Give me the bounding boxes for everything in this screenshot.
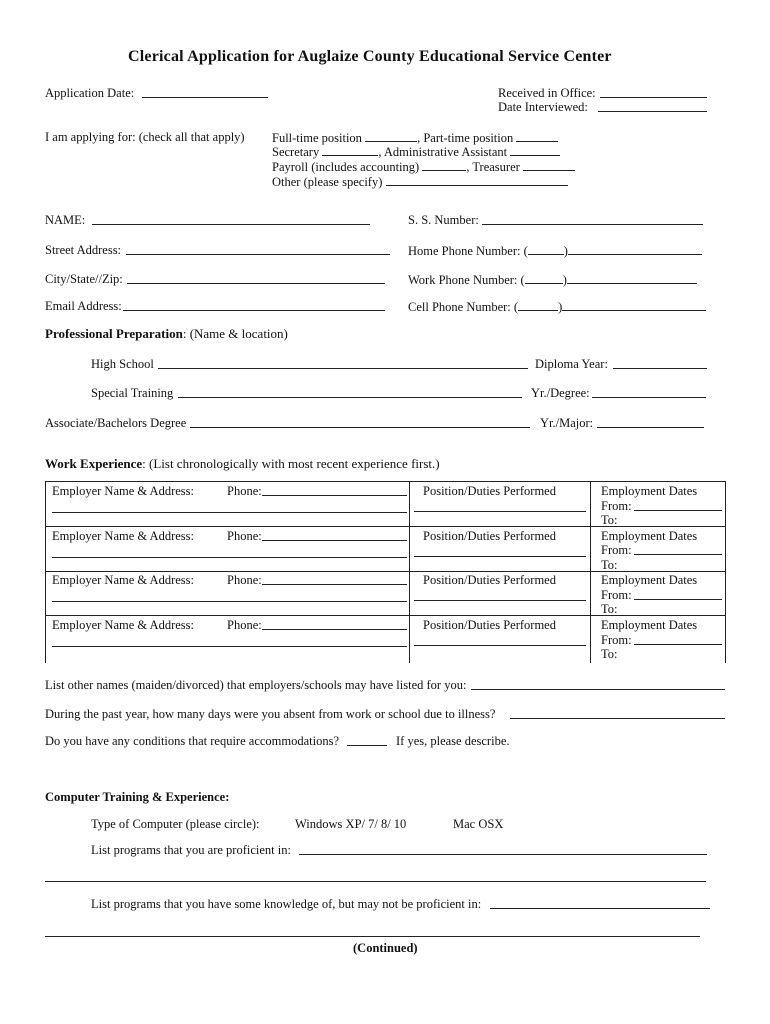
date-interviewed-label: Date Interviewed:	[498, 100, 588, 114]
ssn-label: S. S. Number:	[408, 213, 479, 227]
position-label: Position/Duties Performed	[423, 529, 556, 543]
continued-label: (Continued)	[353, 941, 418, 955]
name-label: NAME:	[45, 213, 86, 227]
to-label: To:	[601, 558, 618, 572]
paren-close: )	[562, 273, 567, 287]
from-date-field[interactable]	[634, 644, 722, 645]
employer-label: Employer Name & Address:	[52, 618, 194, 632]
some-knowledge-label: List programs that you have some knowledge of, but may not be proficient in:	[91, 897, 482, 911]
prep-heading-text: Professional Preparation	[45, 326, 183, 341]
position-field[interactable]	[414, 556, 586, 557]
street-address-label: Street Address:	[45, 243, 122, 257]
to-label: To:	[601, 602, 618, 616]
describe-label: If yes, please describe.	[396, 734, 510, 748]
home-phone-area-code[interactable]	[528, 243, 564, 255]
mac-option[interactable]: Mac OSX	[453, 817, 504, 831]
date-interviewed-field[interactable]	[598, 111, 707, 112]
employer-label: Employer Name & Address:	[52, 529, 194, 543]
diploma-year-field[interactable]	[613, 368, 707, 369]
full-time-label: Full-time position	[272, 131, 362, 145]
high-school-field[interactable]	[158, 368, 528, 369]
accommodations-field[interactable]	[347, 745, 387, 746]
street-address-field[interactable]	[126, 254, 390, 255]
treasurer-label: Treasurer	[472, 160, 520, 174]
employment-dates-label: Employment Dates	[601, 618, 698, 632]
payroll-check[interactable]	[422, 159, 466, 171]
from-date-field[interactable]	[634, 599, 722, 600]
received-in-office-field[interactable]	[600, 97, 707, 98]
to-label: To:	[601, 647, 618, 661]
paren-close: )	[563, 244, 568, 258]
table-divider-1	[409, 481, 410, 663]
home-phone-label: Home Phone Number: (	[408, 244, 528, 258]
cell-phone-field[interactable]	[562, 299, 706, 311]
table-right-border	[725, 481, 726, 663]
phone-label: Phone:	[227, 529, 262, 543]
proficient-programs-field-line-2[interactable]	[45, 881, 706, 882]
other-names-field[interactable]	[471, 689, 725, 690]
work-experience-heading	[45, 457, 440, 471]
employer-address-field[interactable]	[52, 601, 407, 602]
employer-phone-field[interactable]	[262, 629, 407, 630]
applying-for-label: I am applying for: (check all that apply)	[45, 130, 245, 144]
home-phone-row	[408, 243, 702, 258]
some-knowledge-field-line-2[interactable]	[45, 936, 700, 937]
yr-degree-label: Yr./Degree:	[531, 386, 590, 400]
row-separator	[45, 615, 725, 616]
work-phone-row	[408, 272, 697, 287]
ssn-field[interactable]	[482, 224, 703, 225]
name-field[interactable]	[92, 224, 370, 225]
position-label: Position/Duties Performed	[423, 484, 556, 498]
home-phone-field[interactable]	[568, 243, 702, 255]
position-field[interactable]	[414, 600, 586, 601]
professional-preparation-heading	[45, 327, 288, 341]
employer-phone-field[interactable]	[262, 495, 407, 496]
computer-type-label: Type of Computer (please circle):	[91, 817, 260, 831]
from-date-field[interactable]	[634, 554, 722, 555]
employment-dates-label: Employment Dates	[601, 573, 698, 587]
cell-phone-area-code[interactable]	[518, 299, 558, 311]
employer-label: Employer Name & Address:	[52, 484, 194, 498]
from-date-field[interactable]	[634, 510, 722, 511]
position-options-row-4	[272, 174, 568, 189]
cell-phone-label: Cell Phone Number: (	[408, 300, 519, 314]
work-phone-label: Work Phone Number: (	[408, 273, 525, 287]
associate-bachelors-label: Associate/Bachelors Degree	[45, 416, 187, 430]
absent-days-field[interactable]	[510, 718, 725, 719]
secretary-label: Secretary	[272, 145, 320, 159]
table-divider-2	[590, 481, 591, 663]
position-options-row-1: Full-time position , Part-time position	[272, 130, 558, 145]
employer-address-field[interactable]	[52, 557, 407, 558]
table-top-border	[45, 481, 725, 482]
employer-phone-field[interactable]	[262, 584, 407, 585]
yr-degree-field[interactable]	[592, 397, 706, 398]
page-title: Clerical Application for Auglaize County Educational Service Center	[128, 48, 612, 65]
application-date-label: Application Date:	[45, 86, 135, 100]
city-state-zip-label: City/State//Zip:	[45, 272, 123, 286]
row-separator	[45, 526, 725, 527]
proficient-programs-label: List programs that you are proficient in:	[91, 843, 291, 857]
other-names-label: List other names (maiden/divorced) that employers/schools may have listed for you:	[45, 678, 467, 692]
accommodations-label: Do you have any conditions that require accommodations?	[45, 734, 340, 748]
phone-label: Phone:	[227, 573, 262, 587]
other-label: Other (please specify)	[272, 175, 383, 189]
employer-label: Employer Name & Address:	[52, 573, 194, 587]
email-field[interactable]	[123, 310, 385, 311]
from-label: From:	[601, 588, 632, 602]
position-field[interactable]	[414, 511, 586, 512]
other-specify-field[interactable]	[386, 174, 568, 186]
yr-major-label: Yr./Major:	[540, 416, 594, 430]
from-label: From:	[601, 543, 632, 557]
diploma-year-label: Diploma Year:	[535, 357, 608, 371]
row-separator	[45, 571, 725, 572]
part-time-check[interactable]	[516, 130, 558, 142]
proficient-programs-field[interactable]	[299, 854, 707, 855]
secretary-check[interactable]	[322, 144, 378, 156]
admin-assistant-check[interactable]	[510, 144, 560, 156]
computer-training-heading: Computer Training & Experience:	[45, 790, 230, 804]
employment-dates-label: Employment Dates	[601, 529, 698, 543]
work-heading-text: Work Experience	[45, 456, 143, 471]
employment-dates-label: Employment Dates	[601, 484, 698, 498]
phone-label: Phone:	[227, 484, 262, 498]
employer-address-field[interactable]	[52, 646, 407, 647]
table-left-border	[45, 481, 46, 663]
employer-address-field[interactable]	[52, 512, 407, 513]
absent-days-label: During the past year, how many days were you absent from work or school due to illness?	[45, 707, 496, 721]
high-school-label: High School	[91, 357, 154, 371]
position-options-row-2: Secretary , Administrative Assistant	[272, 144, 560, 159]
position-options-row-3: Payroll (includes accounting) , Treasurer	[272, 159, 575, 174]
position-label: Position/Duties Performed	[423, 573, 556, 587]
application-date-field[interactable]	[142, 97, 268, 98]
city-state-zip-field[interactable]	[127, 283, 385, 284]
part-time-label: Part-time position	[423, 131, 514, 145]
special-training-field[interactable]	[178, 397, 522, 398]
yr-major-field[interactable]	[597, 427, 704, 428]
some-knowledge-field[interactable]	[490, 908, 710, 909]
windows-option[interactable]: Windows XP/ 7/ 8/ 10	[295, 817, 407, 831]
payroll-label: Payroll (includes accounting)	[272, 160, 420, 174]
full-time-check[interactable]	[365, 130, 417, 142]
prep-heading-suffix: : (Name & location)	[182, 326, 288, 341]
special-training-label: Special Training	[91, 386, 174, 400]
admin-assistant-label: Administrative Assistant	[383, 145, 508, 159]
associate-bachelors-field[interactable]	[190, 427, 530, 428]
to-label: To:	[601, 513, 618, 527]
from-label: From:	[601, 499, 632, 513]
cell-phone-row	[408, 299, 706, 314]
work-heading-suffix: : (List chronologically with most recent experience first.)	[142, 456, 440, 471]
work-phone-area-code[interactable]	[525, 272, 563, 284]
from-label: From:	[601, 633, 632, 647]
received-in-office-label: Received in Office:	[498, 86, 596, 100]
position-label: Position/Duties Performed	[423, 618, 556, 632]
position-field[interactable]	[414, 645, 586, 646]
phone-label: Phone:	[227, 618, 262, 632]
paren-close: )	[558, 300, 563, 314]
email-label: Email Address:	[45, 299, 122, 313]
employer-phone-field[interactable]	[262, 540, 407, 541]
work-phone-field[interactable]	[567, 272, 697, 284]
treasurer-check[interactable]	[523, 159, 575, 171]
